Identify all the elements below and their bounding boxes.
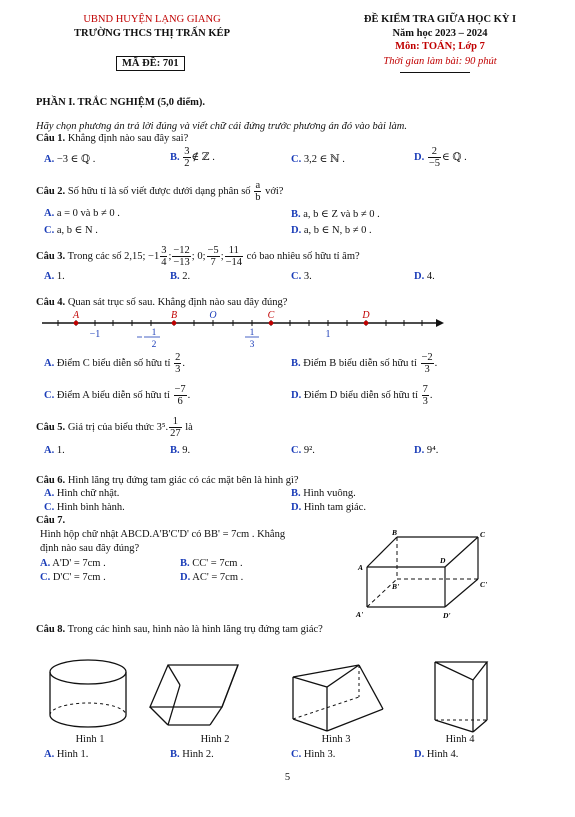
option-text: 2. <box>182 271 191 282</box>
part-instruction: Hãy chọn phương án trả lời đúng và viết chữ cái đứng trước phương án đó vào bài làm. <box>36 121 407 132</box>
option-key: C. <box>291 154 302 165</box>
option-text: Hình 3. <box>303 749 336 760</box>
option-key: D. <box>414 749 425 760</box>
school-year: Năm học 2023 – 2024 <box>392 28 488 39</box>
number-line-arrow <box>436 319 444 327</box>
q2-option-b <box>291 208 380 220</box>
exam-title: ĐỀ KIỂM TRA GIỮA HỌC KỲ I <box>363 14 517 25</box>
fraction <box>254 180 261 203</box>
option-key: A. <box>44 488 55 499</box>
q7-option-b <box>180 558 243 569</box>
numerator: −2 <box>421 352 433 363</box>
number-line <box>36 308 446 352</box>
time-limit: Thời gian làm bài: 90 phút <box>383 56 497 67</box>
q2-label: Câu 2. <box>36 185 66 197</box>
option-key: A. <box>40 558 51 569</box>
option-text: a, b ∈ N, b ≠ 0 . <box>303 225 372 236</box>
option-key: A. <box>44 154 55 165</box>
fraction <box>172 245 190 268</box>
option-text: Hình 4. <box>426 749 459 760</box>
q1-option-d <box>414 146 467 169</box>
option-text: Điểm A biểu diễn số hữu tỉ <box>56 389 170 401</box>
figure-2-frustum <box>140 657 250 737</box>
option-text: 3. <box>303 271 312 282</box>
q8-option-b <box>170 749 214 760</box>
fraction <box>207 245 220 268</box>
option-key: D. <box>414 151 425 163</box>
tick-label-minus-half-den: 2 <box>151 340 157 350</box>
point-c-label: C <box>267 310 275 321</box>
q2-text-tail: với? <box>265 185 284 197</box>
q1-option-c <box>291 153 345 165</box>
option-text: 1. <box>56 445 65 456</box>
tick-label-minus-half-num: 1 <box>151 328 157 338</box>
denominator: 4 <box>161 257 167 269</box>
point-c-dot <box>269 321 274 326</box>
q3-label: Câu 3. <box>36 250 66 262</box>
option-text: a, b ∈ Z và b ≠ 0 . <box>303 209 380 220</box>
option-text: Hình tam giác. <box>303 502 366 513</box>
denominator: 2 <box>184 158 190 170</box>
question-5 <box>36 416 193 439</box>
exam-code-box <box>116 56 185 71</box>
q5-option-b <box>170 445 190 456</box>
figure-4-caption: Hình 4 <box>445 734 475 745</box>
option-text: Điểm B biểu diễn số hữu tỉ <box>303 357 417 369</box>
school-name: TRƯỜNG THCS THỊ TRẤN KÉP <box>74 28 230 39</box>
q1-option-a <box>44 153 95 165</box>
q4-text: Quan sát trục số sau. Khẳng định nào sau đây đúng? <box>67 297 288 308</box>
option-text: 3,2 ∈ ℕ . <box>303 154 345 165</box>
vertex-d-prime: D' <box>443 611 451 620</box>
option-key: D. <box>414 445 425 456</box>
q6-text: Hình lăng trụ đứng tam giác có các mặt bên là hình gì? <box>67 475 299 486</box>
denominator: 3 <box>422 396 428 408</box>
q3-option-b <box>170 271 190 282</box>
question-4 <box>36 297 287 308</box>
subject: Môn: TOÁN; Lớp 7 <box>395 41 485 52</box>
option-key: D. <box>414 271 425 282</box>
option-key: A. <box>44 749 55 760</box>
option-key: B. <box>170 151 180 163</box>
q6-option-b <box>291 488 356 499</box>
q3-mid: ; 0; <box>191 250 206 262</box>
numerator: a <box>255 180 261 191</box>
point-d-dot <box>364 321 369 326</box>
q8-label: Câu 8. <box>36 624 66 635</box>
option-text: Hình vuông. <box>303 488 356 499</box>
option-key: B. <box>170 749 180 760</box>
numerator: 1 <box>169 416 182 428</box>
numerator: −7 <box>174 384 186 395</box>
q4-option-c: C. Điểm A biểu diễn số hữu tỉ $\frac{-7}{6}$ . <box>44 384 191 408</box>
tick-label-1: 1 <box>325 329 331 340</box>
figure-2-caption: Hình 2 <box>200 734 230 745</box>
fraction <box>174 384 187 407</box>
q3-option-c <box>291 271 312 282</box>
question-3: Câu 3. Trong các số 2,15; −1 $\frac{3}{4}$ ; $\frac{-12}{-13}$ ; 0; $\frac{-5}{7}$ ; $\frac{11}{-14}$ có bao nhiêu số hữu tỉ âm? <box>36 245 360 269</box>
q1-text: Khẳng định nào sau đây sai? <box>67 133 189 144</box>
option-key: A. <box>44 208 55 219</box>
point-a-dot <box>74 321 79 326</box>
denominator: −13 <box>173 257 190 269</box>
q6-option-d <box>291 502 366 513</box>
question-8 <box>36 624 323 635</box>
fraction <box>421 352 434 375</box>
q4-option-d: D. Điểm D biểu diễn số hữu tỉ $\frac{7}{3}$ . <box>291 384 433 408</box>
q8-option-a <box>44 749 88 760</box>
fraction <box>422 384 429 407</box>
q2-option-d <box>291 224 372 236</box>
option-text: 4. <box>426 271 435 282</box>
q8-option-c <box>291 749 335 760</box>
q2-text: Số hữu tỉ là số viết được dưới dạng phân số <box>67 185 251 197</box>
option-key: A. <box>44 271 55 282</box>
option-key: C. <box>40 572 51 583</box>
option-text: AC' = 7cm . <box>192 572 244 583</box>
q1-label: Câu 1. <box>36 133 66 144</box>
denominator: −14 <box>225 257 243 269</box>
numerator: 3 <box>161 245 167 256</box>
option-text: CC' = 7cm . <box>192 558 243 569</box>
fraction <box>160 245 167 268</box>
question-2 <box>36 180 283 203</box>
option-text: Điểm D biểu diễn số hữu tỉ <box>303 389 419 401</box>
option-key: C. <box>291 749 302 760</box>
tick-label-minus-1: −1 <box>89 329 101 340</box>
q1-option-b <box>170 146 215 169</box>
figure-1-caption: Hình 1 <box>75 734 105 745</box>
fraction <box>183 146 190 169</box>
box-diagram <box>350 527 495 622</box>
option-key: C. <box>291 271 302 282</box>
figure-4-triangular-prism <box>423 652 503 740</box>
tick-label-third-den: 3 <box>249 340 255 350</box>
option-text: a, b ∈ N . <box>56 225 98 236</box>
question-1 <box>36 133 188 144</box>
exam-code: MÃ ĐỀ: 701 <box>122 58 179 69</box>
numerator: −5 <box>207 245 219 256</box>
q6-label: Câu 6. <box>36 475 66 486</box>
q7-label: Câu 7. <box>36 515 66 526</box>
part-title: PHẦN I. TRẮC NGHIỆM (5,0 điểm). <box>36 97 205 108</box>
option-text: 9⁴. <box>426 445 439 456</box>
tick-label-third-num: 1 <box>249 328 255 338</box>
denominator: 3 <box>424 364 430 376</box>
figure-3-prism <box>285 657 395 739</box>
q4-option-b: B. Điểm B biểu diễn số hữu tỉ $\frac{-2}{3}$ . <box>291 352 438 376</box>
q7-option-a <box>40 558 106 569</box>
q3-text: Trong các số 2,15; −1 <box>67 250 160 262</box>
denominator: 3 <box>175 364 181 376</box>
option-text: Điểm C biểu diễn số hữu tỉ <box>56 357 171 369</box>
option-text: 9². <box>303 445 315 456</box>
q5-option-d <box>414 445 438 456</box>
option-text: −3 ∈ ℚ . <box>56 154 96 165</box>
vertex-b: B <box>392 528 398 537</box>
question-6 <box>36 475 299 486</box>
option-text: ∈ ℚ . <box>442 151 467 163</box>
numerator: 7 <box>422 384 428 395</box>
option-text: ∉ ℤ . <box>191 151 215 163</box>
numerator: 11 <box>225 245 243 257</box>
option-key: B. <box>180 558 190 569</box>
q8-text: Trong các hình sau, hình nào là hình lăng trụ đứng tam giác? <box>67 624 323 635</box>
denominator: −5 <box>428 158 441 170</box>
option-key: D. <box>291 502 302 513</box>
q7-option-c <box>40 572 106 583</box>
option-text: Hình bình hành. <box>56 502 125 513</box>
denominator: b <box>255 192 261 204</box>
option-text: a = 0 và b ≠ 0 . <box>56 208 120 219</box>
q7-option-d <box>180 572 243 583</box>
denominator: 27 <box>170 428 181 440</box>
option-key: C. <box>44 389 55 401</box>
q5-option-c <box>291 445 315 456</box>
numerator: −12 <box>173 245 190 256</box>
option-text: D'C' = 7cm . <box>52 572 106 583</box>
q5-option-a <box>44 445 65 456</box>
q7-text-line2: định nào sau đây đúng? <box>40 543 140 554</box>
vertex-c-prime: C' <box>480 580 488 589</box>
option-key: A. <box>44 357 55 369</box>
header-underline <box>400 72 470 73</box>
option-text: A'D' = 7cm . <box>52 558 106 569</box>
figure-3-caption: Hình 3 <box>321 734 351 745</box>
q6-option-c <box>44 502 125 513</box>
q4-label: Câu 4. <box>36 297 66 308</box>
box-hidden-edges <box>367 537 478 607</box>
option-text: Hình 1. <box>56 749 89 760</box>
denominator: 6 <box>177 396 183 408</box>
option-text: 9. <box>182 445 191 456</box>
q3-option-d <box>414 271 435 282</box>
box-edges <box>367 537 478 607</box>
point-a-label: A <box>72 310 80 321</box>
vertex-c: C <box>480 530 486 539</box>
school-district: UBND HUYỆN LẠNG GIANG <box>83 14 221 25</box>
q3-option-a <box>44 271 65 282</box>
option-text: 1. <box>56 271 65 282</box>
q6-option-a <box>44 488 119 499</box>
vertex-a-prime: A' <box>356 610 364 619</box>
numerator: 3 <box>184 146 190 157</box>
page-number: 5 <box>284 772 291 783</box>
option-key: B. <box>291 357 301 369</box>
option-key: C. <box>291 445 302 456</box>
vertex-a: A <box>358 563 364 572</box>
option-key: D. <box>291 389 302 401</box>
q5-text-tail: là <box>185 421 193 433</box>
numerator: 2 <box>428 146 441 158</box>
point-b-label: B <box>170 310 178 321</box>
point-d-label: D <box>362 310 370 321</box>
option-key: B. <box>291 488 301 499</box>
numerator: 2 <box>175 352 181 363</box>
option-key: A. <box>44 445 55 456</box>
q7-text-line1: Hình hộp chữ nhật ABCD.A'B'C'D' có BB' = 7cm . Khẳng <box>40 529 286 540</box>
option-key: C. <box>44 225 55 236</box>
option-text: Hình chữ nhật. <box>56 488 120 499</box>
fraction <box>169 416 182 439</box>
q2-option-c <box>44 224 98 236</box>
q3-text-tail: có bao nhiêu số hữu tỉ âm? <box>246 250 360 262</box>
figure-1-cylinder <box>40 655 140 735</box>
option-key: B. <box>291 209 301 220</box>
q4-option-a: A. Điểm C biểu diễn số hữu tỉ $\frac{2}{3}$ . <box>44 352 185 376</box>
denominator: 7 <box>210 257 216 269</box>
q8-option-d <box>414 749 458 760</box>
q5-text: Giá trị của biểu thức 3⁵. <box>67 421 169 433</box>
option-key: B. <box>170 271 180 282</box>
vertex-b-prime: B' <box>392 582 400 591</box>
option-key: D. <box>291 225 302 236</box>
fraction <box>174 352 181 375</box>
option-key: D. <box>180 572 191 583</box>
fraction <box>428 146 441 169</box>
point-o-label: O <box>209 310 217 321</box>
q5-label: Câu 5. <box>36 421 66 433</box>
point-b-dot <box>172 321 177 326</box>
vertex-d: D <box>440 556 446 565</box>
option-key: B. <box>170 445 180 456</box>
q2-option-a <box>44 208 120 219</box>
option-key: C. <box>44 502 55 513</box>
fraction <box>225 245 243 268</box>
option-text: Hình 2. <box>182 749 214 760</box>
